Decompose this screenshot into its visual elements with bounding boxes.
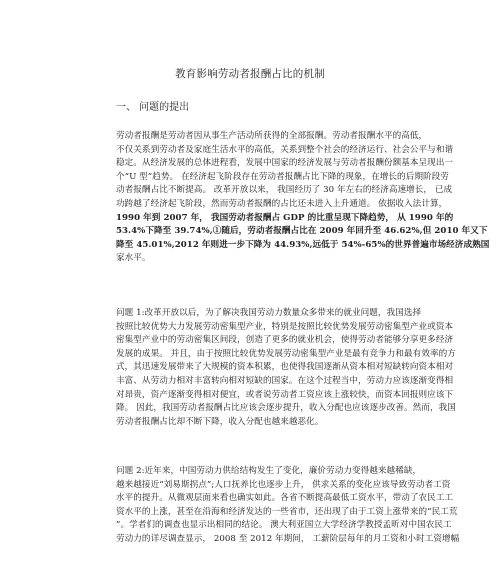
text-line: 密集型产业中的劳动密集区间段，创造了更多的就业机会，使得劳动者能够分享更多经济 xyxy=(116,335,454,346)
text-line: 水平的提升。从微观层面来看也确实如此。各省不断提高最低工资水平，带动了农民工工 xyxy=(116,493,454,504)
text-line: 劳动者报酬占比却不断下降，收入分配也越来越恶化。 xyxy=(116,416,324,427)
text-line: 按照比较优势大力发展劳动密集型产业，特别是按照比较优势发展劳动密集型产业或资本 xyxy=(116,321,454,332)
text-line: 丰富、从劳动力相对丰富转向相对短缺的国家。在这个过程当中，劳动力应该逐渐变得相 xyxy=(116,375,454,386)
document-title: 教育影响劳动者报酬占比的机制 xyxy=(175,68,325,80)
text-line: 动者报酬占比不断提高。 改革开放以来， 我国经历了 30 年左右的经济高速增长， 已成 xyxy=(116,185,453,196)
text-line: ”。学者们的调查也显示出相同的结论。 澳大利亚国立大学经济学教授孟昕对中国农民工 xyxy=(116,520,452,531)
text-line: 个“U 型”趋势。 在经济起飞阶段存在劳动者报酬占比下降的现象，在增长的后期阶段劳 xyxy=(116,171,449,182)
text-line: 对昂贵，资产逐渐变得相对便宜，或者说劳动者工资应该上涨较快，而资本回报则应该下 xyxy=(116,389,454,400)
paragraph-question-2 xyxy=(116,465,460,547)
text-line: 家水平。 xyxy=(116,253,151,264)
section-heading: 一、 问题的提出 xyxy=(116,102,190,113)
text-line: 资水平的上涨，甚至在沿海和经济发达的一些省市，还出现了由于工资上涨带来的“民工荒 xyxy=(116,506,458,517)
text-line: 53.4%下降至 39.74%,①随后，劳动者报酬占比在 2009 年回升至 46.62%,但 2010 年又下 xyxy=(116,226,488,237)
text-line: 问题 2:近年来，中国劳动力供给结构发生了变化，廉价劳动力变得越来越稀缺， xyxy=(116,466,422,476)
text-line: 不仅关系到劳动者及家庭生活水平的高低，关系到整个社会的经济运行、社会公平与和谐 xyxy=(116,144,454,155)
text-line: 1990 年到 2007 年， 我国劳动者报酬占 GDP 的比重呈现下降趋势， 从 1990 年的 xyxy=(116,212,454,223)
text-line: 降。 因此，我国劳动者报酬占比应该会逐步提升，收入分配也应该逐步改善。然而，我国 xyxy=(116,403,456,414)
text-line: 式，其迅速发展带来了大规模的资本积累，也使得我国逐渐从资本相对短缺转向资本相对 xyxy=(116,362,454,373)
text-line: 问题 1:改革开放以后，为了解决我国劳动力数量众多带来的就业问题，我国选择 xyxy=(116,308,422,318)
text-line: 发展的成果。 并且，由于按照比较优势发展劳动密集型产业是最有竞争力和最有效率的方 xyxy=(116,348,456,359)
text-line: 功跨越了经济起飞阶段，然而劳动者报酬的占比还未进入上升通道。 依据收入法计算， xyxy=(116,198,448,209)
text-line: 降至 45.01%,2012 年则进一步下降为 44.93%,远低于 54%-65%的世界普遍市场经济成熟国 xyxy=(116,239,490,250)
text-line: 稳定。从经济发展的总体进程看，发展中国家的经济发展与劳动者报酬份额基本呈现出一 xyxy=(116,158,454,169)
text-line: 劳动力的详尽调查显示， 2008 至 2012 年期间， 工薪阶层每年的月工资和小时工资增幅 xyxy=(116,533,460,544)
paragraph-labor-compensation xyxy=(116,130,490,266)
paragraph-question-1 xyxy=(116,307,456,429)
text-line: 越来越接近“刘易斯拐点”;人口抚养比也逐步上升， 供求关系的变化应该导致劳动者工资 xyxy=(116,479,451,490)
text-line: 劳动者报酬是劳动者因从事生产活动所获得的全部报酬。劳动者报酬水平的高低， xyxy=(116,131,428,141)
